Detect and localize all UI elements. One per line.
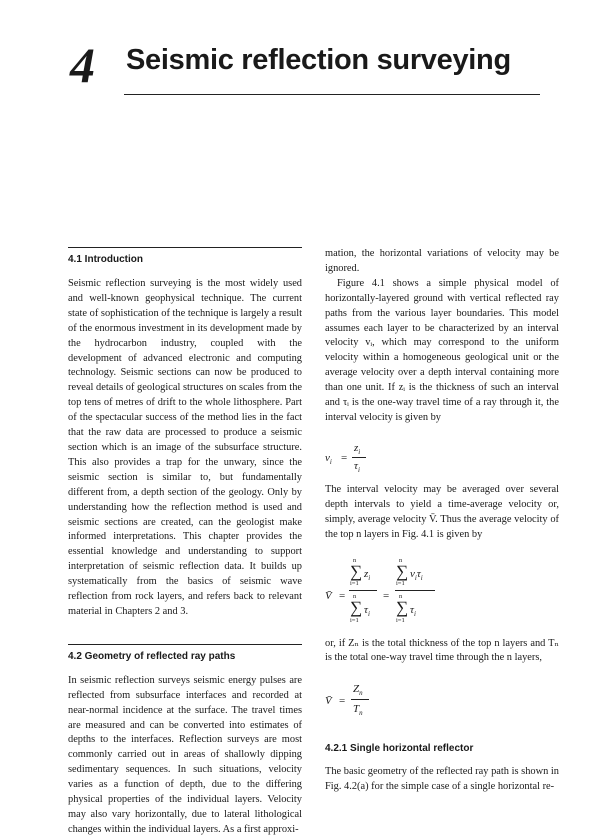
section-rule <box>68 247 302 248</box>
chapter-title: Seismic reflection surveying <box>126 44 511 76</box>
total-thickness-paragraph: or, if Zₙ is the total thickness of the top n layers and Tₙ is the total one-way travel time through the n layers, <box>325 637 559 664</box>
eq2-lhs: V̄ <box>325 589 332 602</box>
continuation-paragraph: mation, the horizontal variations of velocity may be ignored. <box>325 248 559 274</box>
intro-paragraph: Seismic reflection surveying is the most widely used and well-known geophysical technique. The current state of sophistication of the technique is largely a result of the enormous investment in its development made by the hydrocarbon industry, coupled with the development of advanced electronic and computing technology. Seismic sections can now be produced to reveal details of geological structures on scales from the top tens of metres of drift to the whole lithosphere. Part of the spectacular success of the method lies in the fact that the raw data are processed to produce a seismic section which is an image of the subsurface structure. This also provides a trap for the unwary, since the seismic section is similar to, but fundamentally different from, a depth section of the geology. Only by understanding how the reflection method is used and seismic sections are created, can the geologist make informed interpretations. This chapter provides the essential knowledge and understanding to support interpretation of seismic reflection data. It builds up systematically from the basics of seismic wave reflection from rock layers, and refers back to relevant material in Chapters 2 and 3. <box>68 278 302 617</box>
left-column <box>68 247 302 838</box>
equation-interval-velocity: $v_i$ = $z_i$ $\tau_i$ <box>325 435 559 483</box>
eq1-lhs: $v_i$ <box>325 451 332 467</box>
subsection-heading-single-reflector: 4.2.1 Single horizontal reflector <box>325 743 474 755</box>
eq3-lhs: V̄ <box>325 695 332 708</box>
single-reflector-paragraph: The basic geometry of the reflected ray path is shown in Fig. 4.2(a) for the simple case of a single horizontal re- <box>325 766 559 793</box>
equation-total-average-velocity: V̄ = $Z_n$ $T_n$ <box>325 678 559 726</box>
eq1-denominator: $\tau_i$ <box>354 459 360 475</box>
geometry-paragraph: In seismic reflection surveys seismic energy pulses are reflected from subsurface interfaces and recorded at near-normal incidence at the surface. The travel times are measured and can be converted into estimates of depths to the interfaces. Reflection surveys are most commonly carried out in areas of shallowly dipping sedimentary sequences. In such situations, velocity varies as a function of depth, due to the differing physical properties of the individual layers. Velocity may also vary horizontally, due to lateral lithological changes within the individual layers. As a first approxi- <box>68 674 302 835</box>
eq3-fraction-line <box>351 699 369 700</box>
section-rule <box>68 644 302 645</box>
title-rule <box>124 94 540 95</box>
figure-paragraph: Figure 4.1 shows a simple physical model of horizontally-layered ground with vertical reflected ray paths from the various layer boundaries. This model assumes each layer to be characterized by an interval velocity vᵢ, which may correspond to the uniform velocity within a homogeneous geological unit or the average velocity over a depth interval containing more than one unit. If zᵢ is the thickness of such an interval and τᵢ is the one-way travel time of a ray through it, the interval velocity is given by <box>325 277 559 423</box>
right-column <box>325 247 559 795</box>
eq1-numerator: $z_i$ <box>354 441 361 457</box>
eq2-fraction-line-2 <box>395 590 435 591</box>
section-heading-introduction: 4.1 Introduction <box>68 254 143 265</box>
average-velocity-paragraph: The interval velocity may be averaged over several depth intervals to yield a time-average velocity or, simply, average velocity V̄. Thus the average velocity of the top n layers in Fig. 4.1 is given by <box>325 483 559 540</box>
chapter-number: 4 <box>70 37 95 93</box>
equation-average-velocity: V̄ = n ∑ $z_i$ i=1 n ∑ $\tau_i$ i=1 = n ∑ $v_i\tau_i$ i=1 n ∑ $\tau_i$ i=1 <box>325 557 559 637</box>
section-heading-geometry: 4.2 Geometry of reflected ray paths <box>68 650 236 662</box>
eq1-fraction-line <box>352 457 366 458</box>
eq2-fraction-line-1 <box>349 590 377 591</box>
